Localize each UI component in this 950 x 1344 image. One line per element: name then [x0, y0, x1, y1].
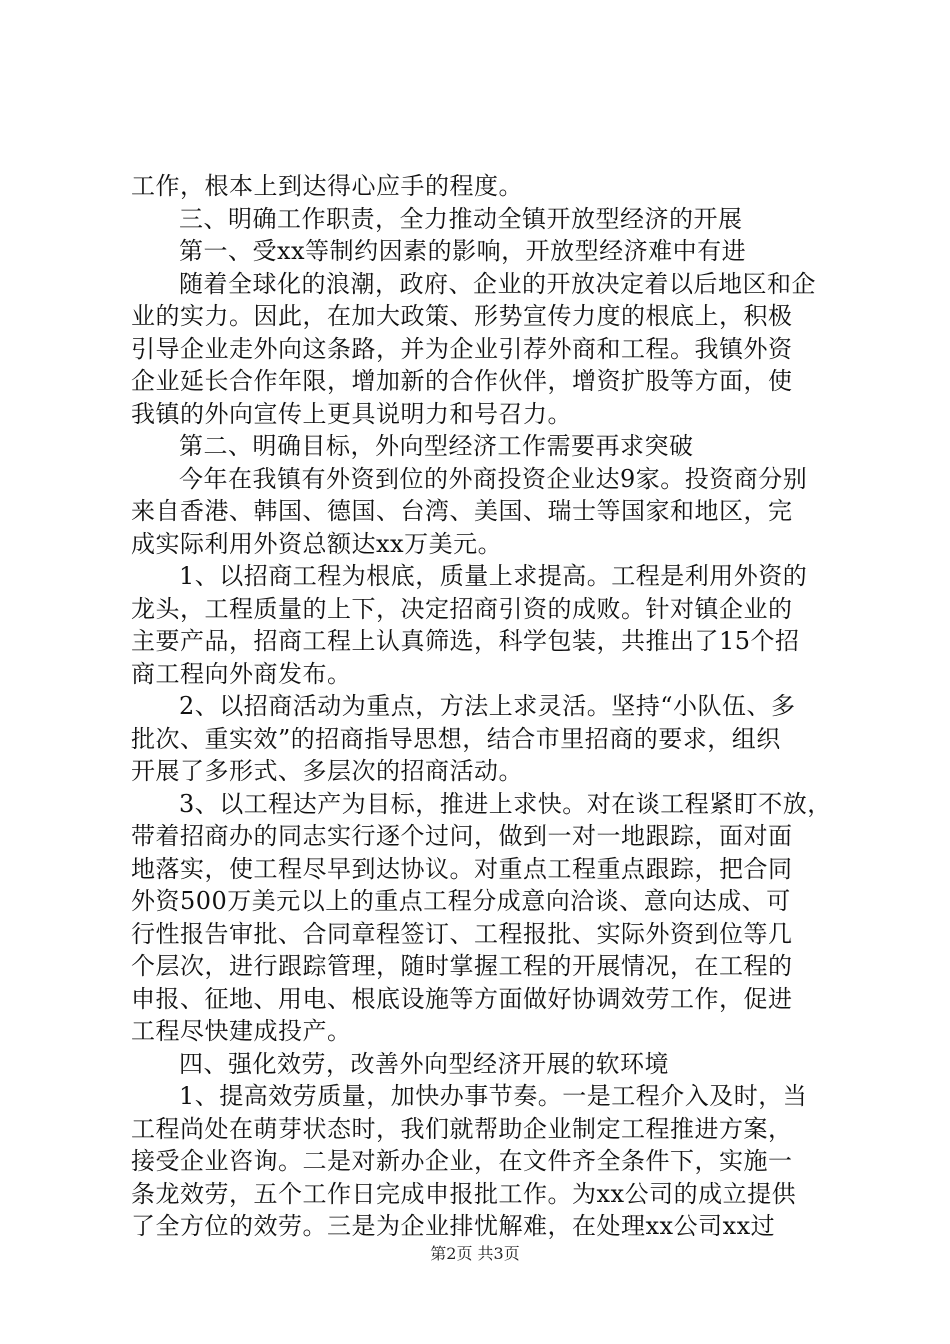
- text-line: 业的实力。因此，在加大政策、形势宣传力度的根底上，积极: [131, 302, 793, 330]
- text-line: 四、强化效劳，改善外向型经济开展的软环境: [179, 1049, 669, 1078]
- text-line: 行性报告审批、合同章程签订、工程报批、实际外资到位等几: [131, 919, 793, 948]
- text-line: 条龙效劳，五个工作日完成申报批工作。为xx公司的成立提供: [131, 1179, 797, 1208]
- text-line: 开展了多形式、多层次的招商活动。: [131, 757, 523, 785]
- text-line: 1、提高效劳质量，加快办事节奏。一是工程介入及时，当: [179, 1082, 808, 1110]
- text-line: 随着全球化的浪潮，政府、企业的开放决定着以后地区和企: [179, 269, 816, 298]
- text-line: 第一、受xx等制约因素的影响，开放型经济难中有进: [179, 237, 747, 265]
- text-line: 3、以工程达产为目标，推进上求快。对在谈工程紧盯不放，: [179, 789, 832, 818]
- text-line: 我镇的外向宣传上更具说明力和号召力。: [131, 399, 572, 428]
- text-line: 主要产品，招商工程上认真筛选，科学包装，共推出了15个招: [131, 627, 800, 655]
- text-line: 企业延长合作年限，增加新的合作伙伴，增资扩股等方面，使: [131, 367, 793, 395]
- text-line: 三、明确工作职责，全力推动全镇开放型经济的开展: [179, 204, 743, 233]
- text-line: 商工程向外商发布。: [131, 659, 352, 688]
- text-line: 个层次，进行跟踪管理，随时掌握工程的开展情况，在工程的: [131, 952, 793, 980]
- text-line: 来自香港、韩国、德国、台湾、美国、瑞士等国家和地区，完: [131, 497, 793, 525]
- text-line: 地落实，使工程尽早到达协议。对重点工程重点跟踪，把合同: [131, 854, 793, 883]
- text-line: 带着招商办的同志实行逐个过问，做到一对一地跟踪，面对面: [131, 822, 793, 850]
- text-line: 工程尽快建成投产。: [131, 1017, 352, 1045]
- text-line: 1、以招商工程为根底，质量上求提高。工程是利用外资的: [179, 562, 808, 590]
- text-line: 申报、征地、用电、根底设施等方面做好协调效劳工作，促进: [131, 984, 793, 1013]
- text-line: 接受企业咨询。二是对新办企业，在文件齐全条件下，实施一: [131, 1147, 793, 1175]
- document-body: [131, 170, 832, 1243]
- text-line: 第二、明确目标，外向型经济工作需要再求突破: [179, 432, 694, 460]
- text-line: 成实际利用外资总额达xx万美元。: [131, 529, 503, 558]
- text-line: 引导企业走外向这条路，并为企业引荐外商和工程。我镇外资: [131, 334, 793, 363]
- text-line: 2、以招商活动为重点，方法上求灵活。坚持“小队伍、多: [179, 692, 796, 720]
- text-line: 工作，根本上到达得心应手的程度。: [131, 172, 523, 200]
- text-line: 批次、重实效”的招商指导思想，结合市里招商的要求，组织: [131, 724, 781, 753]
- page-footer: 第2页 共3页: [430, 1244, 520, 1263]
- text-line: 今年在我镇有外资到位的外商投资企业达9家。投资商分别: [179, 464, 808, 493]
- text-line: 了全方位的效劳。三是为企业排忧解难，在处理xx公司xx过: [131, 1212, 776, 1240]
- text-line: 工程尚处在萌芽状态时，我们就帮助企业制定工程推进方案，: [131, 1114, 793, 1143]
- text-line: 外资500万美元以上的重点工程分成意向洽谈、意向达成、可: [131, 887, 791, 915]
- text-line: 龙头，工程质量的上下，决定招商引资的成败。针对镇企业的: [131, 594, 793, 623]
